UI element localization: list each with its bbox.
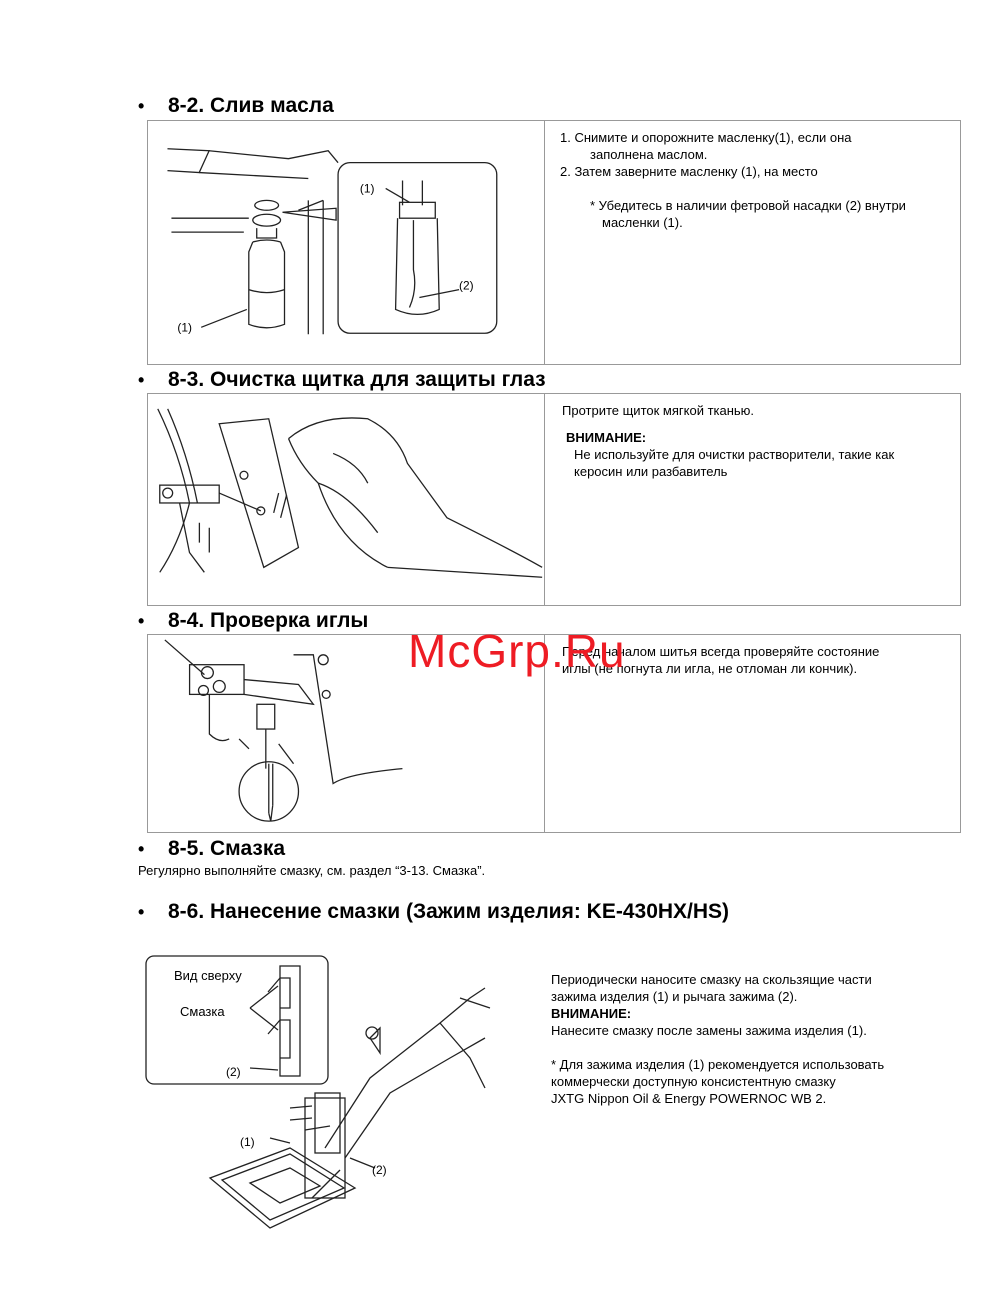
- label-1: (1): [240, 1135, 255, 1149]
- needle-check-line-2: иглы (не погнута ли игла, не отломан ли кончик).: [562, 661, 858, 676]
- oil-drain-figure: [148, 121, 544, 364]
- divider: [544, 394, 545, 605]
- note-cont: масленки (1).: [602, 215, 683, 230]
- note-line-3: JXTG Nippon Oil & Energy POWERNOC WB 2.: [551, 1091, 827, 1106]
- section-8-4-title: 8-4. Проверка иглы: [168, 609, 369, 632]
- section-8-6-heading: [138, 900, 729, 924]
- warning-title: ВНИМАНИЕ:: [566, 430, 647, 445]
- bullet: •: [138, 95, 145, 116]
- section-8-3-text: [562, 402, 952, 480]
- note-line-1: * Для зажима изделия (1) рекомендуется использовать: [551, 1057, 885, 1072]
- note-line-2: коммерчески доступную консистентную смазку: [551, 1074, 836, 1089]
- divider: [544, 121, 545, 364]
- warning-line-2: керосин или разбавитель: [574, 464, 728, 479]
- grease-line-1: Периодически наносите смазку на скользящие части: [551, 972, 872, 987]
- section-8-2-heading: [138, 94, 334, 118]
- bullet: •: [138, 901, 145, 922]
- grease-application-figure: [140, 948, 500, 1238]
- label-1-inset: (1): [359, 181, 375, 196]
- grease-line-2: зажима изделия (1) и рычага зажима (2).: [551, 989, 798, 1004]
- section-8-3-box: [147, 393, 961, 606]
- section-8-5-title: 8-5. Смазка: [168, 837, 286, 860]
- step-2: 2. Затем заверните масленку (1), на место: [560, 164, 818, 179]
- lubrication-text: Регулярно выполняйте смазку, см. раздел “3-13. Смазка”.: [138, 863, 486, 878]
- section-8-4-heading: [138, 609, 368, 633]
- needle-check-line-1: Перед началом шитья всегда проверяйте состояние: [562, 644, 880, 659]
- section-8-5-heading: [138, 837, 285, 861]
- bullet: •: [138, 838, 145, 859]
- section-8-2-text: [560, 129, 952, 231]
- label-2-inset: (2): [226, 1065, 241, 1079]
- label-2-inset: (2): [459, 278, 474, 293]
- watermark: McGrp.Ru: [408, 625, 626, 677]
- label-2: (2): [372, 1163, 387, 1177]
- warning-text: Нанесите смазку после замены зажима изделия (1).: [551, 1023, 867, 1038]
- label-1-left: (1): [177, 320, 192, 335]
- warning-line-1: Не используйте для очистки растворители, такие как: [574, 447, 895, 462]
- section-8-2-title: 8-2. Слив масла: [168, 94, 334, 117]
- eye-guard-cleaning-figure: [148, 394, 544, 605]
- clean-instruction: Протрите щиток мягкой тканью.: [562, 403, 755, 418]
- grease-label: Смазка: [180, 1004, 225, 1019]
- section-8-6-title: 8-6. Нанесение смазки (Зажим изделия: KE-430HX/HS): [168, 900, 730, 923]
- step-1-cont: заполнена маслом.: [590, 147, 708, 162]
- warning-title: ВНИМАНИЕ:: [551, 1006, 632, 1021]
- section-8-2-box: [147, 120, 961, 365]
- step-1: 1. Снимите и опорожните масленку(1), если она: [560, 130, 852, 145]
- note: * Убедитесь в наличии фетровой насадки (2) внутри: [590, 198, 906, 213]
- section-8-3-heading: [138, 368, 546, 392]
- section-8-3-title: 8-3. Очистка щитка для защиты глаз: [168, 368, 546, 391]
- bullet: •: [138, 369, 145, 390]
- top-view-label: Вид сверху: [174, 968, 242, 983]
- section-8-6-text: [551, 971, 971, 1107]
- bullet: •: [138, 610, 145, 631]
